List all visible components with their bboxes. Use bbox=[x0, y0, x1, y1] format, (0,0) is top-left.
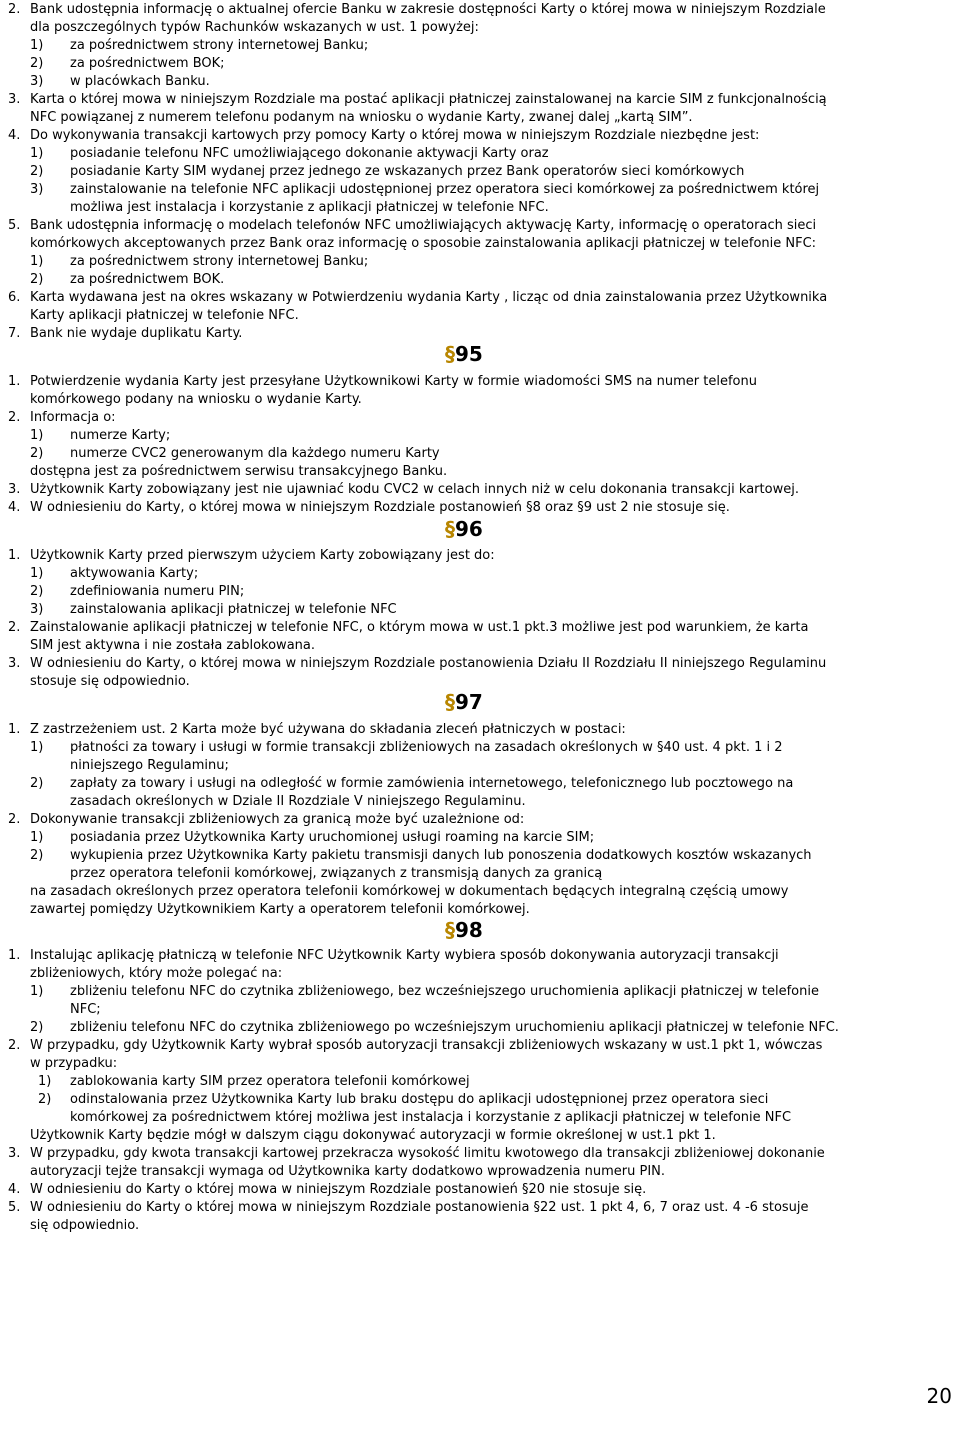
text-line: zbliżeniu telefonu NFC do czytnika zbliżeniowego po wcześniejszym uruchomieniu aplikacji płatniczej w telefonie NFC. bbox=[70, 1020, 839, 1035]
text-line: dla poszczególnych typów Rachunków wskazanych w ust. 1 powyżej: bbox=[30, 20, 479, 35]
list-number: 2) bbox=[30, 584, 44, 599]
list-number: 2. bbox=[8, 812, 21, 827]
list-number: 2) bbox=[30, 848, 44, 863]
list-number: 1) bbox=[30, 146, 44, 161]
text-line: komórkowej za pośrednictwem której możliwa jest instalacja i korzystanie z aplikacji płatniczej w telefonie NFC bbox=[70, 1110, 792, 1125]
text-line: Z zastrzeżeniem ust. 2 Karta może być używana do składania zleceń płatniczych w postaci: bbox=[30, 722, 626, 737]
text-line: komórkowego podany na wniosku o wydanie Karty. bbox=[30, 392, 362, 407]
text-line: niniejszego Regulaminu; bbox=[70, 758, 229, 773]
section-symbol: § bbox=[445, 342, 455, 366]
text-line: w placówkach Banku. bbox=[70, 74, 210, 89]
text-line: zainstalowania aplikacji płatniczej w telefonie NFC bbox=[70, 602, 397, 617]
list-number: 3) bbox=[30, 74, 44, 89]
text-line: za pośrednictwem BOK. bbox=[70, 272, 225, 287]
list-number: 5. bbox=[8, 218, 21, 233]
text-line: zainstalowanie na telefonie NFC aplikacji udostępnionej przez operatora sieci komórkowej za pośrednictwem której bbox=[70, 182, 820, 197]
list-number: 2. bbox=[8, 620, 21, 635]
list-number: 5. bbox=[8, 1200, 21, 1215]
text-line: Bank nie wydaje duplikatu Karty. bbox=[30, 326, 243, 341]
text-line: NFC; bbox=[70, 1002, 101, 1017]
text-line: zbliżeniu telefonu NFC do czytnika zbliżeniowego, bez wcześniejszego uruchomienia aplikacji płatniczej w telefonie bbox=[70, 984, 819, 999]
text-line: komórkowych akceptowanych przez Bank oraz informację o sposobie zainstalowania aplikacji płatniczej w telefonie NFC: bbox=[30, 236, 817, 251]
text-line: aktywowania Karty; bbox=[70, 566, 199, 581]
list-number: 1) bbox=[30, 566, 44, 581]
text-line: Instalując aplikację płatniczą w telefonie NFC Użytkownik Karty wybiera sposób dokonywania autoryzacji transakcji bbox=[30, 948, 779, 963]
text-line: dostępna jest za pośrednictwem serwisu transakcyjnego Banku. bbox=[30, 464, 448, 479]
text-line: W przypadku, gdy Użytkownik Karty wybrał sposób autoryzacji transakcji zbliżeniowych wskazany w ust.1 pkt 1, wówczas bbox=[30, 1038, 823, 1053]
list-number: 1) bbox=[30, 984, 44, 999]
text-line: zablokowania karty SIM przez operatora telefonii komórkowej bbox=[70, 1074, 470, 1089]
section-symbol: § bbox=[445, 918, 455, 942]
list-number: 3. bbox=[8, 92, 21, 107]
text-line: za pośrednictwem strony internetowej Banku; bbox=[70, 254, 369, 269]
text-line: W przypadku, gdy kwota transakcji kartowej przekracza wysokość limitu kwotowego dla transakcji zbliżeniowej dokonanie bbox=[30, 1146, 825, 1161]
text-line: W odniesieniu do Karty, o której mowa w niniejszym Rozdziale postanowienia Działu II Rozdziału II niniejszego Regulaminu bbox=[30, 656, 827, 671]
text-line: za pośrednictwem BOK; bbox=[70, 56, 225, 71]
list-number: 1. bbox=[8, 374, 21, 389]
text-line: możliwa jest instalacja i korzystanie z aplikacji płatniczej w telefonie NFC. bbox=[70, 200, 549, 215]
text-line: zbliżeniowych, który może polegać na: bbox=[30, 966, 283, 981]
text-line: numerze Karty; bbox=[70, 428, 171, 443]
text-line: posiadania przez Użytkownika Karty uruchomionej usługi roaming na karcie SIM; bbox=[70, 830, 595, 845]
text-line: w przypadku: bbox=[30, 1056, 118, 1071]
list-number: 1) bbox=[30, 428, 44, 443]
list-number: 2) bbox=[30, 446, 44, 461]
section-symbol: § bbox=[445, 690, 455, 714]
list-number: 3) bbox=[30, 182, 44, 197]
text-line: odinstalowania przez Użytkownika Karty lub braku dostępu do aplikacji udostępnionej przez operatora sieci bbox=[70, 1092, 769, 1107]
text-line: zasadach określonych w Dziale II Rozdziale V niniejszego Regulaminu. bbox=[70, 794, 526, 809]
list-number: 1) bbox=[30, 740, 44, 755]
list-number: 7. bbox=[8, 326, 21, 341]
section-heading-95: §95 bbox=[445, 342, 483, 366]
list-number: 2) bbox=[30, 164, 44, 179]
section-heading-97: §97 bbox=[445, 690, 483, 714]
list-number: 1) bbox=[30, 254, 44, 269]
list-number: 2) bbox=[38, 1092, 52, 1107]
section-heading-96: §96 bbox=[445, 517, 483, 541]
list-number: 4. bbox=[8, 1182, 21, 1197]
list-number: 1) bbox=[30, 830, 44, 845]
list-number: 3. bbox=[8, 1146, 21, 1161]
text-line: W odniesieniu do Karty o której mowa w niniejszym Rozdziale postanowień §20 nie stosuje się. bbox=[30, 1182, 647, 1197]
text-line: Karta o której mowa w niniejszym Rozdziale ma postać aplikacji płatniczej zainstalowanej na karcie SIM z funkcjonalnością bbox=[30, 92, 827, 107]
list-number: 1) bbox=[38, 1074, 52, 1089]
text-line: Zainstalowanie aplikacji płatniczej w telefonie NFC, o którym mowa w ust.1 pkt.3 możliwe jest pod warunkiem, że karta bbox=[30, 620, 809, 635]
text-line: przez operatora telefonii komórkowej, związanych z transmisją danych za granicą bbox=[70, 866, 603, 881]
list-number: 2. bbox=[8, 410, 21, 425]
list-number: 1. bbox=[8, 722, 21, 737]
text-line: Karta wydawana jest na okres wskazany w Potwierdzeniu wydania Karty , licząc od dnia zainstalowania przez Użytkownika bbox=[30, 290, 828, 305]
text-line: Użytkownik Karty przed pierwszym użyciem Karty zobowiązany jest do: bbox=[30, 548, 495, 563]
list-number: 1. bbox=[8, 548, 21, 563]
list-number: 1) bbox=[30, 38, 44, 53]
text-line: Do wykonywania transakcji kartowych przy pomocy Karty o której mowa w niniejszym Rozdziale niezbędne jest: bbox=[30, 128, 760, 143]
text-line: zapłaty za towary i usługi na odległość w formie zamówienia internetowego, telefonicznego lub pocztowego na bbox=[70, 776, 794, 791]
text-line: zawartej pomiędzy Użytkownikiem Karty a operatorem telefonii komórkowej. bbox=[30, 902, 530, 917]
list-number: 2. bbox=[8, 1038, 21, 1053]
text-line: Potwierdzenie wydania Karty jest przesyłane Użytkownikowi Karty w formie wiadomości SMS na numer telefonu bbox=[30, 374, 757, 389]
list-number: 4. bbox=[8, 500, 21, 515]
text-line: za pośrednictwem strony internetowej Banku; bbox=[70, 38, 369, 53]
text-line: autoryzacji tejże transakcji wymaga od Użytkownika karty dodatkowo wprowadzenia numeru PIN. bbox=[30, 1164, 666, 1179]
text-line: zdefiniowania numeru PIN; bbox=[70, 584, 245, 599]
list-number: 3) bbox=[30, 602, 44, 617]
text-line: posiadanie Karty SIM wydanej przez jednego ze wskazanych przez Bank operatorów sieci komórkowych bbox=[70, 164, 745, 179]
list-number: 4. bbox=[8, 128, 21, 143]
text-line: posiadanie telefonu NFC umożliwiającego dokonanie aktywacji Karty oraz bbox=[70, 146, 549, 161]
text-line: się odpowiednio. bbox=[30, 1218, 140, 1233]
text-line: numerze CVC2 generowanym dla każdego numeru Karty bbox=[70, 446, 440, 461]
text-line: stosuje się odpowiednio. bbox=[30, 674, 190, 689]
text-line: W odniesieniu do Karty o której mowa w niniejszym Rozdziale postanowienia §22 ust. 1 pkt 4, 6, 7 oraz ust. 4 -6 stosuje bbox=[30, 1200, 809, 1215]
text-line: W odniesieniu do Karty, o której mowa w niniejszym Rozdziale postanowień §8 oraz §9 ust 2 nie stosuje się. bbox=[30, 500, 730, 515]
list-number: 3. bbox=[8, 656, 21, 671]
list-number: 2) bbox=[30, 776, 44, 791]
text-line: Użytkownik Karty będzie mógł w dalszym ciągu dokonywać autoryzacji w formie określonej w ust.1 pkt 1. bbox=[30, 1128, 716, 1143]
text-line: Informacja o: bbox=[30, 410, 116, 425]
text-line: Bank udostępnia informację o modelach telefonów NFC umożliwiających aktywację Karty, informację o operatorach sieci bbox=[30, 218, 817, 233]
text-line: Dokonywanie transakcji zbliżeniowych za granicą może być uzależnione od: bbox=[30, 812, 525, 827]
list-number: 2) bbox=[30, 272, 44, 287]
text-line: NFC powiązanej z numerem telefonu podanym na wniosku o wydanie Karty, zwanej dalej „kartą SIM”. bbox=[30, 110, 693, 125]
page-number: 20 bbox=[926, 1384, 952, 1408]
list-number: 2) bbox=[30, 1020, 44, 1035]
text-line: na zasadach określonych przez operatora telefonii komórkowej w dokumentach będących integralną częścią umowy bbox=[30, 884, 789, 899]
list-number: 2) bbox=[30, 56, 44, 71]
text-line: SIM jest aktywna i nie została zablokowana. bbox=[30, 638, 315, 653]
list-number: 6. bbox=[8, 290, 21, 305]
text-line: wykupienia przez Użytkownika Karty pakietu transmisji danych lub ponoszenia dodatkowych kosztów wskazanych bbox=[70, 848, 812, 863]
section-heading-98: §98 bbox=[445, 918, 483, 942]
text-line: płatności za towary i usługi w formie transakcji zbliżeniowych na zasadach określonych w §40 ust. 4 pkt. 1 i 2 bbox=[70, 740, 783, 755]
section-symbol: § bbox=[445, 517, 455, 541]
list-number: 3. bbox=[8, 482, 21, 497]
list-number: 2. bbox=[8, 2, 21, 17]
text-line: Użytkownik Karty zobowiązany jest nie ujawniać kodu CVC2 w celach innych niż w celu dokonania transakcji kartowej. bbox=[30, 482, 799, 497]
text-line: Karty aplikacji płatniczej w telefonie NFC. bbox=[30, 308, 299, 323]
text-line: Bank udostępnia informację o aktualnej ofercie Banku w zakresie dostępności Karty o której mowa w niniejszym Rozdziale bbox=[30, 2, 826, 17]
list-number: 1. bbox=[8, 948, 21, 963]
